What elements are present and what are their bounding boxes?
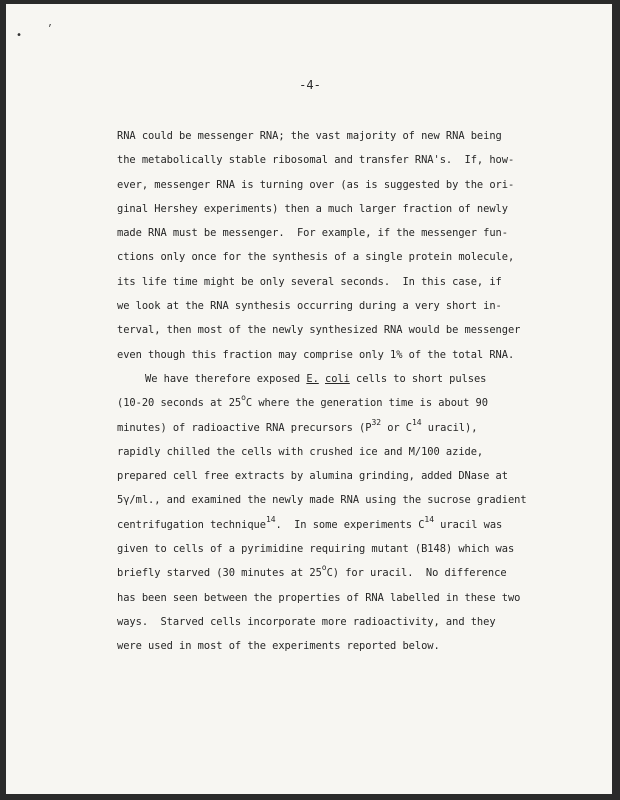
text-line: its life time might be only several seconds. In this case, if	[117, 275, 502, 288]
text-line: 5γ/ml., and examined the newly made RNA using the sucrose gradient	[117, 494, 527, 507]
text-line: We have therefore exposed E. coli cells to short pulses	[145, 372, 487, 385]
text-line: centrifugation technique$^{14}$. In some experiments $C^{14}$ uracil was	[117, 514, 503, 531]
page-number: -4-	[299, 78, 321, 92]
text-line: briefly starved (30 minutes at 25$^o$C) for uracil. No difference	[117, 563, 507, 580]
species-name: coli	[325, 372, 350, 385]
isotope-superscript: 14	[424, 514, 434, 524]
text-line: terval, then most of the newly synthesized RNA would be messenger	[117, 324, 521, 337]
text-line: ways. Starved cells incorporate more radioactivity, and they	[117, 615, 496, 628]
text-line: the metabolically stable ribosomal and transfer RNA's. If, how-	[117, 154, 515, 167]
degree-sign: o	[241, 393, 246, 403]
text-line: RNA could be messenger RNA; the vast majority of new RNA being	[117, 130, 502, 142]
text-line: we look at the RNA synthesis occurring during a very short in-	[117, 300, 502, 313]
text-line: rapidly chilled the cells with crushed ice and M/100 azide,	[117, 445, 484, 458]
stray-mark: ׳	[47, 24, 54, 35]
species-genus: E.	[306, 372, 319, 385]
text-line: ginal Hershey experiments) then a much larger fraction of newly	[117, 202, 508, 215]
isotope-superscript: 32	[371, 417, 381, 427]
text-line: has been seen between the properties of RNA labelled in these two	[117, 591, 521, 604]
text-line: (10-20 seconds at 25$^o$C where the generation time is about 90	[117, 393, 488, 410]
isotope-superscript: 14	[412, 417, 422, 427]
stray-mark: •	[16, 30, 23, 41]
text-line: even though this fraction may comprise only 1% of the total RNA.	[117, 348, 515, 361]
text-line: were used in most of the experiments reported below.	[117, 640, 440, 653]
text-line: ctions only once for the synthesis of a single protein molecule,	[117, 251, 515, 264]
body-text	[117, 124, 527, 659]
degree-sign: o	[321, 563, 327, 573]
text-line: minutes) of radioactive RNA precursors ($P^{32}$ or $C^{14}$ uracil),	[117, 417, 478, 434]
reference-superscript: 14	[265, 514, 276, 524]
text-line: given to cells of a pyrimidine requiring mutant (B148) which was	[117, 543, 515, 556]
text-line: ever, messenger RNA is turning over (as is suggested by the ori-	[117, 178, 515, 191]
text-line: prepared cell free extracts by alumina grinding, added DNase at	[117, 470, 508, 483]
text-line: made RNA must be messenger. For example, if the messenger fun-	[117, 227, 508, 240]
